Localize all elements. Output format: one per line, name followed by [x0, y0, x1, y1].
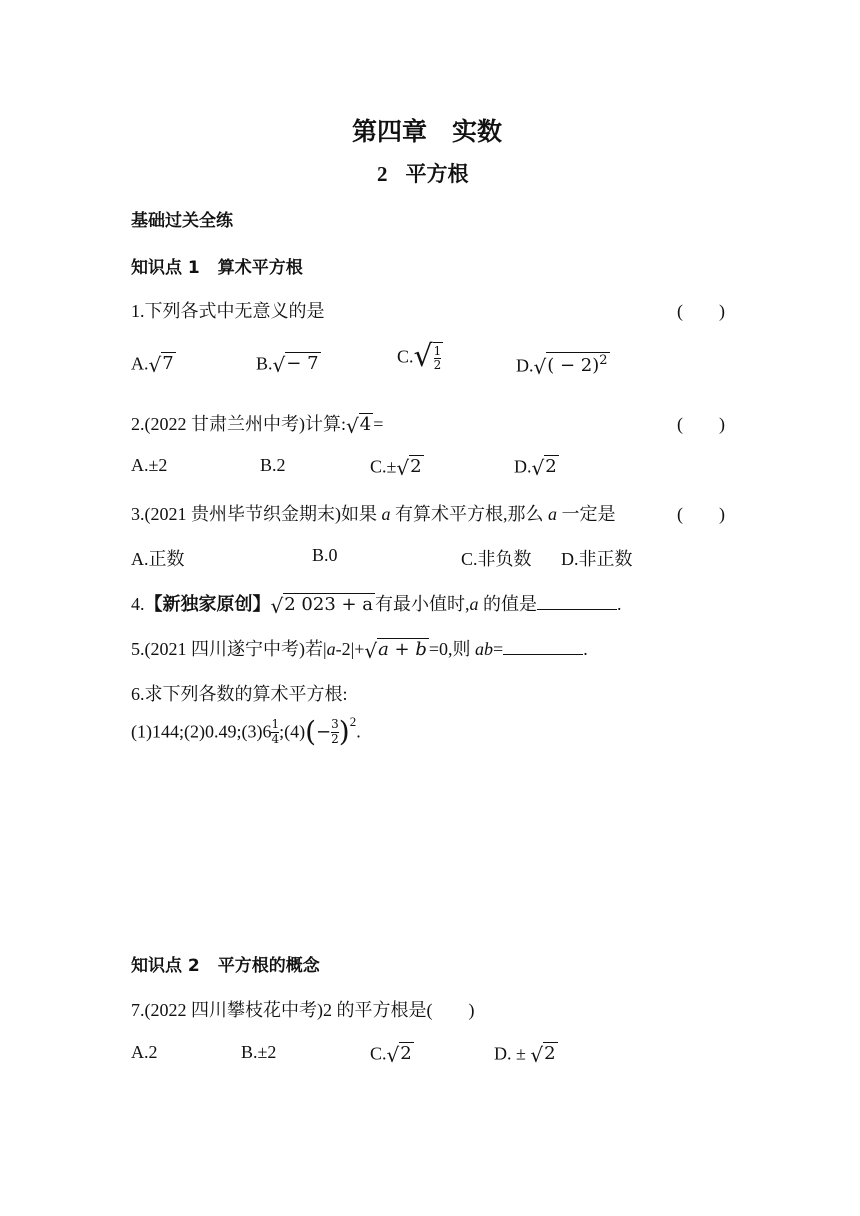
q4-stem: 4.【新独家原创】 √ 2 023 + a 有最小值时,a 的值是 . [131, 594, 622, 618]
q3-option-d: D.非正数 [561, 549, 633, 569]
q7-stem: 7.(2022 四川攀枝花中考)2 的平方根是( ) [131, 1000, 475, 1020]
q2-option-c: C.± √ 2 [370, 455, 422, 480]
sqrt-icon: √ $\frac{1}{2}$ [413, 339, 442, 375]
practice-label: 基础过关全练 [131, 211, 233, 231]
q3-stem: 3.(2021 贵州毕节织金期末)如果 a 有算术平方根,那么 a 一定是 [131, 504, 616, 524]
original-tag: 【新独家原创】 [144, 594, 271, 615]
q4-answer-blank[interactable] [537, 595, 617, 610]
section-number: 2 [377, 162, 388, 186]
chapter-title: 第四章 实数 [352, 117, 503, 146]
q3-option-b: B.0 [312, 545, 338, 565]
q6-stem: 6.求下列各数的算术平方根: [131, 684, 348, 704]
q7-option-b: B.±2 [241, 1042, 277, 1062]
sqrt-icon: √ 2 [386, 1042, 412, 1067]
section-title: 平方根 [405, 162, 469, 186]
q5-answer-blank[interactable] [503, 640, 583, 655]
q1-option-c: C. √ $\frac{1}{2}$ [397, 339, 442, 375]
kp2-label: 知识点 2 [131, 956, 200, 976]
fraction: $\frac{3}{2}$ [331, 717, 339, 746]
q1-answer-paren: ( ) [677, 301, 725, 321]
sqrt-icon: √ 2 023 + a [270, 594, 374, 618]
fraction: $\frac{1}{4}$ [271, 717, 280, 746]
q1-option-a: A. √ 7 [131, 352, 174, 377]
q2-stem: 2.(2022 甘肃兰州中考)计算: √ 4 = [131, 414, 384, 438]
q1-option-d: D. √ ( − 2)$^2$ [516, 353, 608, 379]
q7-option-a: A.2 [131, 1042, 158, 1062]
sqrt-icon: √ 2 [531, 455, 557, 480]
sqrt-icon: √ 4 [346, 414, 372, 438]
q2-option-b: B.2 [260, 455, 286, 475]
q2-answer-paren: ( ) [677, 414, 725, 434]
kp1-label: 知识点 1 [131, 258, 200, 278]
sqrt-icon: √ − 7 [272, 352, 319, 377]
sqrt-icon: √ 2 [396, 455, 422, 480]
q3-option-a: A.正数 [131, 549, 185, 569]
q3-answer-paren: ( ) [677, 504, 725, 524]
knowledge-point-2 [131, 951, 320, 976]
q7-option-c: C. √ 2 [370, 1042, 412, 1067]
kp1-title: 算术平方根 [217, 258, 303, 278]
sqrt-icon: √ 7 [148, 352, 174, 377]
q5-stem: 5.(2021 四川遂宁中考)若|a-2|+ √ a + b =0,则 ab= . [131, 639, 588, 663]
q2-option-d: D. √ 2 [514, 455, 557, 480]
q7-option-d: D. ± √ 2 [494, 1042, 556, 1067]
q1-stem: 1.下列各式中无意义的是 [131, 301, 325, 321]
q3-option-c: C.非负数 [461, 549, 532, 569]
sqrt-icon: √ ( − 2)$^2$ [533, 353, 608, 379]
kp2-title: 平方根的概念 [217, 956, 320, 976]
knowledge-point-1 [131, 253, 303, 278]
q6-parts: (1)144;(2)0.49;(3)6 $\frac{1}{4}$ ;(4)(− $\frac{3}{2}$ )$^2$. [131, 714, 361, 748]
q2-option-a: A.±2 [131, 455, 168, 475]
sqrt-icon: √ a + b [364, 639, 427, 663]
q1-option-b: B. √ − 7 [256, 352, 319, 377]
section-heading [377, 158, 469, 188]
sqrt-icon: √ 2 [530, 1042, 556, 1067]
